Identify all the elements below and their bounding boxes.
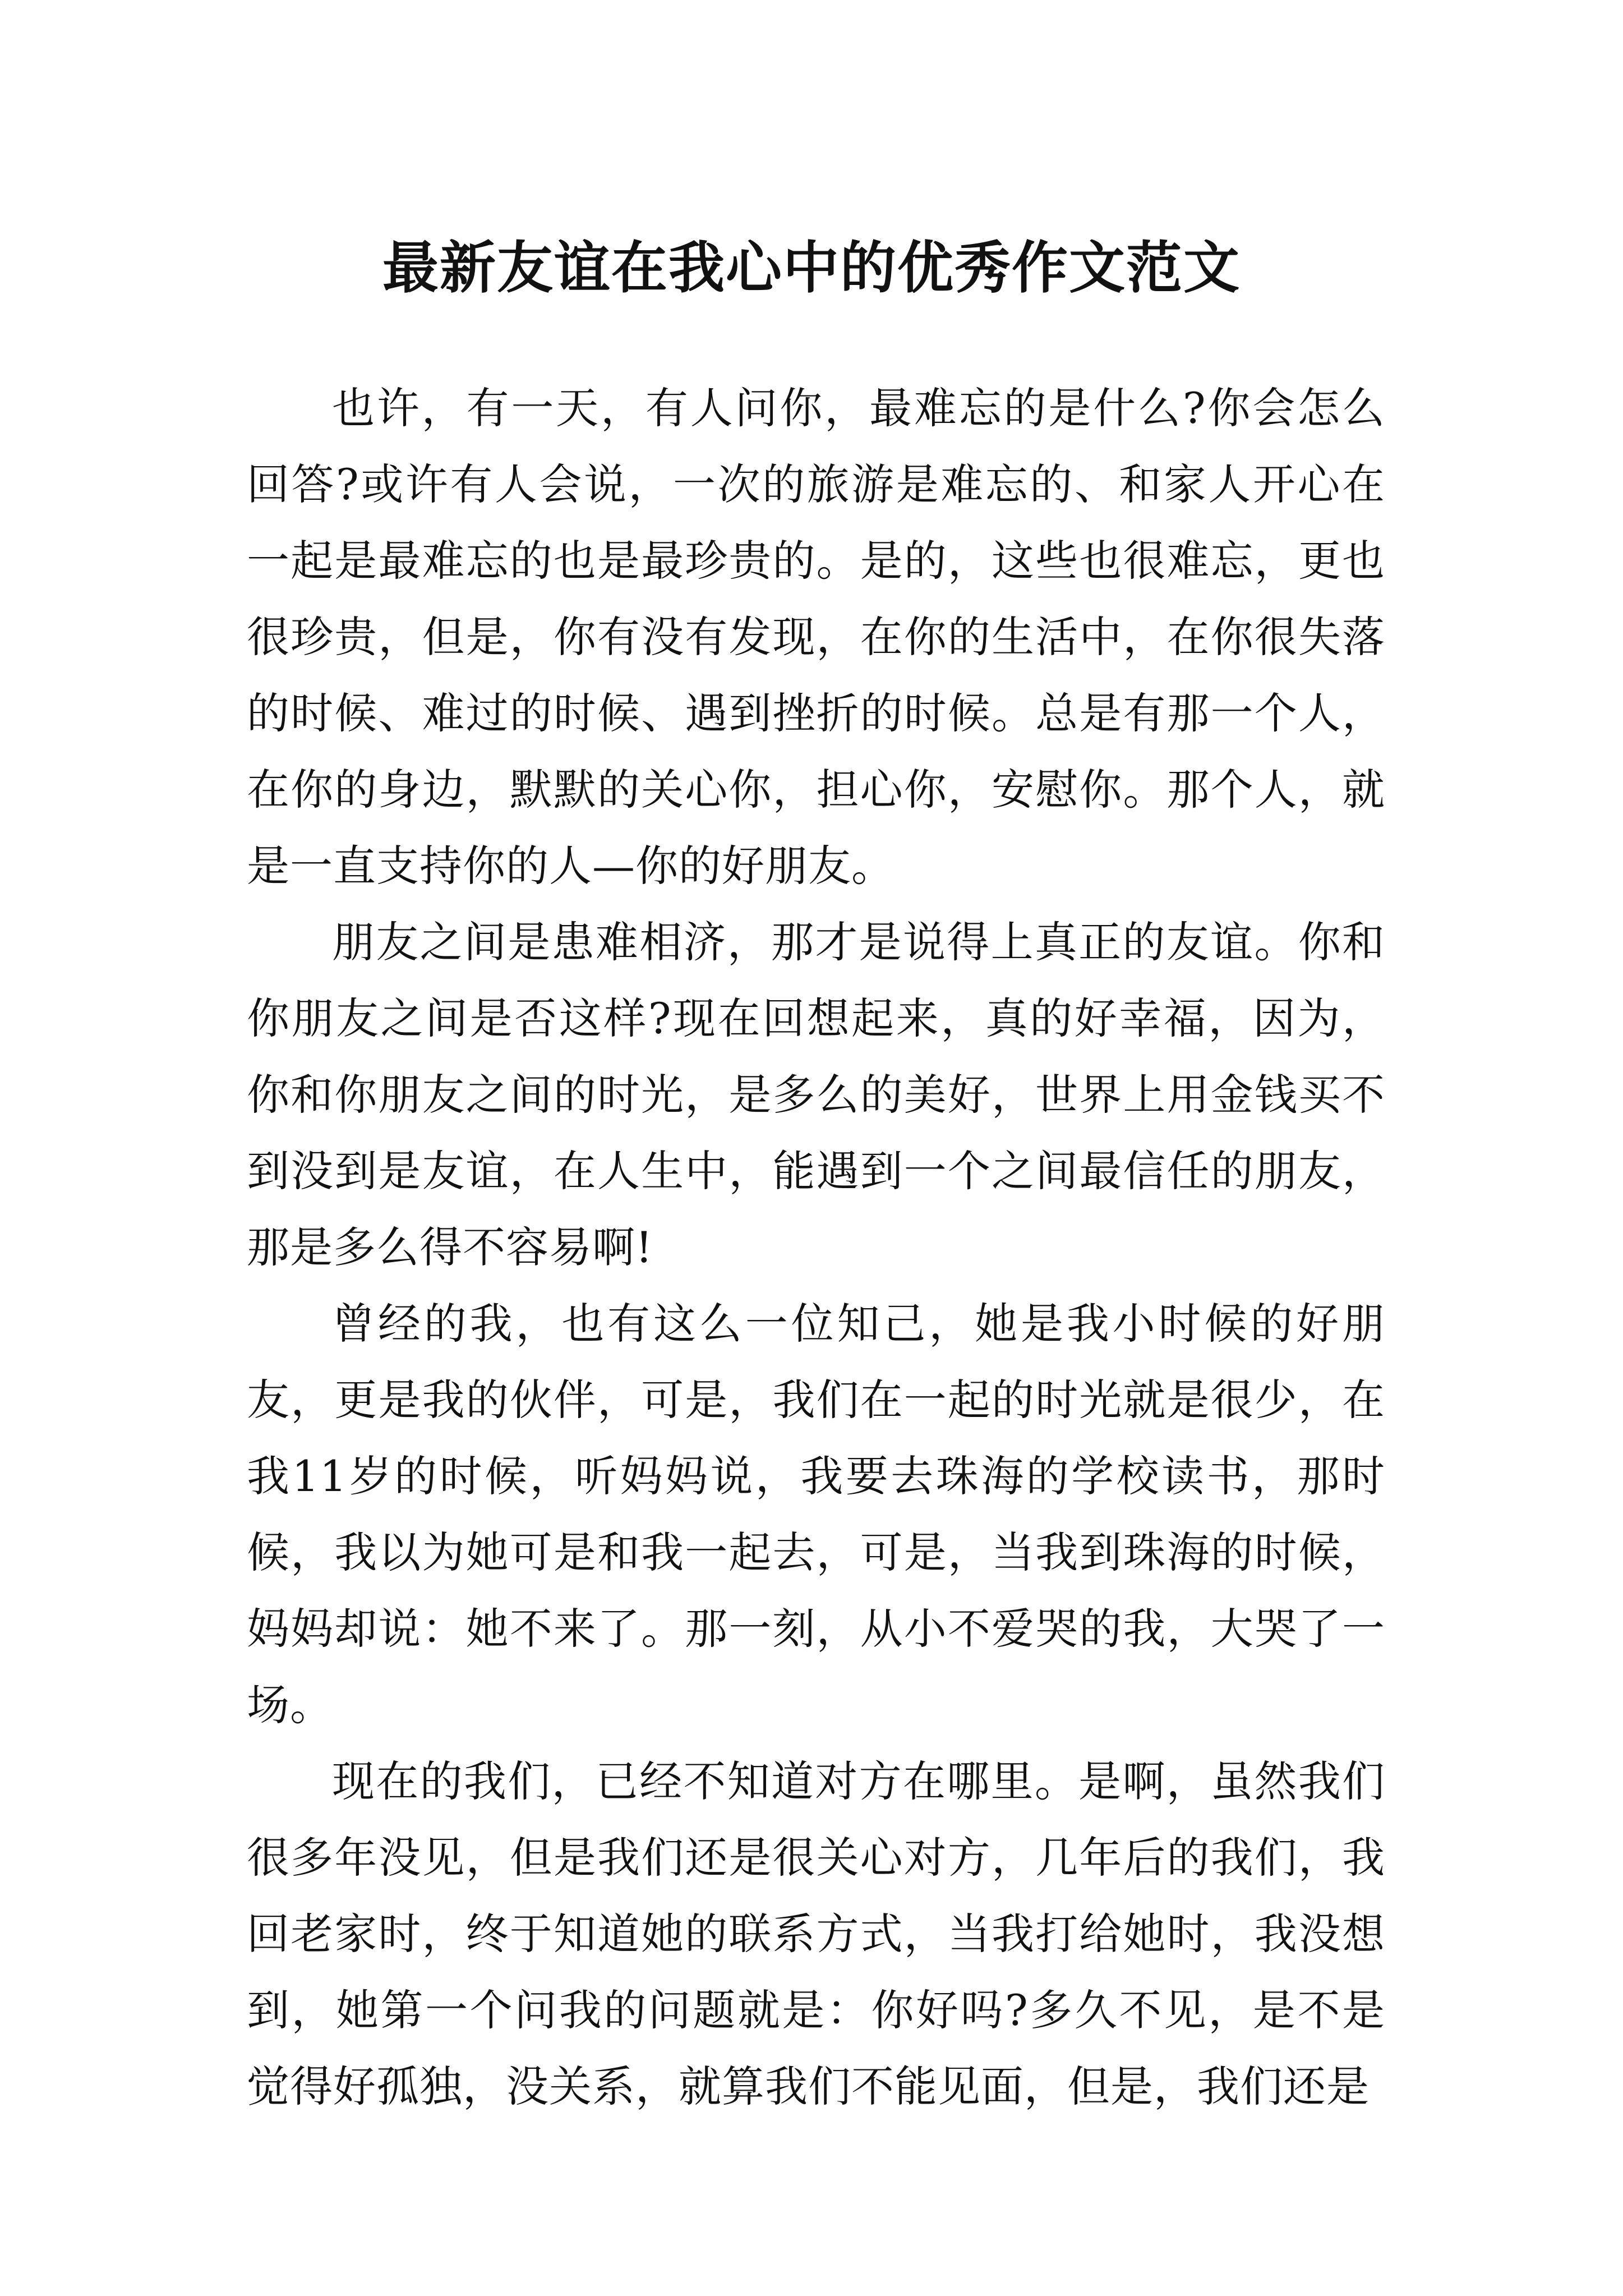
paragraph-4: 现在的我们，已经不知道对方在哪里。是啊，虽然我们很多年没见，但是我们还是很关心对方，几年后的我们，我回老家时，终于知道她的联系方式，当我打给她时，我没想到，她第一个问我的问题就是：你好吗?多久不见，是不是觉得好孤独，没关系，就算我们不能见面，但是，我们还是 bbox=[247, 1756, 1385, 2111]
document-body bbox=[247, 370, 1385, 2125]
paragraph-3: 曾经的我，也有这么一位知己，她是我小时候的好朋友，更是我的伙伴，可是，我们在一起的时光就是很少，在我11岁的时候，听妈妈说，我要去珠海的学校读书，那时候，我以为她可是和我一起去，可是，当我到珠海的时候，妈妈却说：她不来了。那一刻，从小不爱哭的我，大哭了一场。 bbox=[247, 1299, 1385, 1730]
document-title: 最新友谊在我心中的优秀作文范文 bbox=[382, 234, 1241, 301]
paragraph-1: 也许，有一天，有人问你，最难忘的是什么?你会怎么回答?或许有人会说，一次的旅游是难忘的、和家人开心在一起是最难忘的也是最珍贵的。是的，这些也很难忘，更也很珍贵，但是，你有没有发现，在你的生活中，在你很失落的时候、难过的时候、遇到挫折的时候。总是有那一个人，在你的身边，默默的关心你，担心你，安慰你。那个人，就是一直支持你的人—你的好朋友。 bbox=[247, 383, 1385, 891]
paragraph-2: 朋友之间是患难相济，那才是说得上真正的友谊。你和你朋友之间是否这样?现在回想起来，真的好幸福，因为，你和你朋友之间的时光，是多么的美好，世界上用金钱买不到没到是友谊，在人生中，能遇到一个之间最信任的朋友，那是多么得不容易啊! bbox=[247, 917, 1385, 1272]
